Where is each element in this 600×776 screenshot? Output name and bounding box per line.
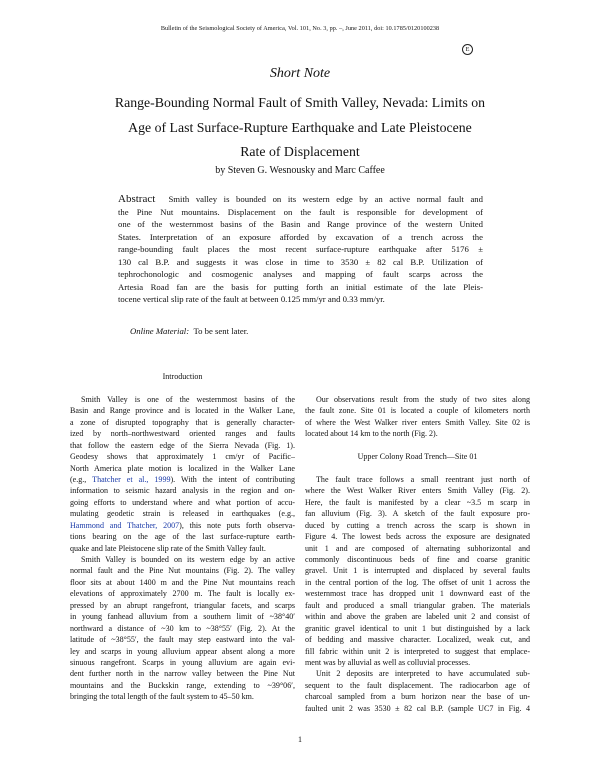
text-line: fault and produced a small triangular graben. The materials xyxy=(305,600,530,610)
text-line: going efforts to understand where and what portion of accu- xyxy=(70,497,295,507)
paper-title xyxy=(40,91,560,165)
abstract-line: Artesia Road fan are the basis for putting forth an initial estimate of the late Pleis- xyxy=(118,281,483,292)
online-material-label: Online Material: xyxy=(130,326,190,336)
text-line: Basin and Range province and is located in the Walker Lane, xyxy=(70,406,295,416)
text-line: sinuous rangefront. Scarps in young alluvium are again evi- xyxy=(70,657,295,667)
abstract-line: one of the westernmost basins of the Basin and Range province of the western United xyxy=(118,219,483,229)
text-line: the fault zone. Site 01 is located a couple of kilometers north xyxy=(305,406,530,416)
title-line: Age of Last Surface-Rupture Earthquake and Late Pleistocene xyxy=(128,119,472,135)
text-line: gravel. Unit 1 is interrupted and displaced by several faults xyxy=(305,566,530,576)
text-line: where the West Walker River enters Smith Valley (Fig. 2). xyxy=(305,486,530,496)
text-line: sequent to the fault displacement. The radiocarbon age of xyxy=(305,680,530,690)
text-line: that follow the eastern edge of the Sierra Nevada (Fig. 1). xyxy=(70,440,295,450)
citation-link[interactable]: Hammond and Thatcher, 2007 xyxy=(70,520,180,530)
abstract-line: States. Interpretation of an exposure afforded by excavation of a trench across the xyxy=(118,231,483,242)
text-line: fan alluvium (Fig. 3). A sketch of the fault exposure pro- xyxy=(305,509,530,519)
text-line: fill fabric within unit 2 is interpreted to suggest that emplace- xyxy=(305,646,530,656)
title-line: Range-Bounding Normal Fault of Smith Valley, Nevada: Limits on xyxy=(114,95,486,110)
section-heading-site-01: Upper Colony Road Trench—Site 01 xyxy=(357,452,478,462)
abstract-line: tephrochonologic and cosmogenic analyses and mapping of fault scarps across the xyxy=(118,269,483,279)
text-line: The fault trace follows a small reentrant just north of xyxy=(316,474,530,484)
text-line: ley and scarps in young alluvium appear absent along a more xyxy=(70,646,295,656)
text-line: pressed by an abrupt rangefront, triangular facets, and scarps xyxy=(70,600,295,610)
page-number: 1 xyxy=(298,735,302,744)
text-line: duced by cutting a trench across the scarp is shown in xyxy=(305,520,530,530)
text-line: commonly discontinuous beds of fine and coarse granitic xyxy=(305,555,530,564)
text-line: Figure 4. The lowest beds across the exposure are designated xyxy=(305,532,530,542)
text-line: latitude of ~38°55′, the fault may step eastward into the val- xyxy=(70,635,295,645)
abstract-label: Abstract xyxy=(118,193,156,205)
text-line: Unit 2 deposits are interpreted to have accumulated sub- xyxy=(316,669,530,679)
text-line: floor sits at about 1400 m and the Pine Nut mountains reach xyxy=(70,577,295,587)
text-line: Smith Valley is one of the westernmost basins of the xyxy=(81,394,295,404)
text-line: North America plate motion is localized in the Walker Lane xyxy=(70,463,295,473)
text-line: westernmost trace has dropped unit 1 downward east of the xyxy=(305,589,530,599)
text-line: Hammond and Thatcher, 2007), this note puts forth observa- xyxy=(70,520,295,530)
text-line: Our observations result from the study of two sites along xyxy=(316,394,530,404)
electronic-supplement-icon[interactable]: E xyxy=(462,44,473,55)
text-line: ment was by alluvial as well as colluvial processes. xyxy=(305,657,471,667)
online-material-text: To be sent later. xyxy=(193,326,249,336)
abstract-line: range-bounding fault places the most recent surface-rupture earthquake after 5176 ± xyxy=(118,244,483,254)
text-line: mulating geodetic strain is released in earthquakes (e.g., xyxy=(70,509,295,519)
text-line: faulted unit 2 was 3530 ± 82 cal B.P. (sample UC7 in Fig. 4 xyxy=(305,703,530,713)
abstract-line: 130 cal B.P. and suggests it was close in time to 3530 ± 82 cal B.P. Utilization of xyxy=(118,256,483,267)
abstract-line: Abstract Smith valley is bounded on its western edge by an active normal fault and xyxy=(118,193,483,205)
text-line: Smith Valley is bounded on its western edge by an active xyxy=(81,555,295,564)
text-line: of bedding and massive character. Localized, weak cut, and xyxy=(305,635,530,645)
author-line: by Steven G. Wesnousky and Marc Caffee xyxy=(215,165,385,176)
text-line: mountains and the Buckskin range, extending to ~39°06′, xyxy=(70,680,295,690)
note-type: Short Note xyxy=(269,66,331,81)
abstract-line: tocene vertical slip rate of the fault at between 0.125 mm/yr and 0.33 mm/yr. xyxy=(118,294,385,304)
text-line: Geodesy shows that approximately 1 cm/yr of Pacific– xyxy=(70,452,295,462)
text-line: normal fault and the Pine Nut mountains (Fig. 2). The valley xyxy=(70,566,295,576)
text-line: tions bearing on the age of the last surface-rupture earth- xyxy=(70,532,295,542)
text-line: a zone of disrupted topography that is generally character- xyxy=(70,417,295,427)
text-line: (e.g., Thatcher et al., 1999). With the intent of contributing xyxy=(70,474,295,484)
text-line: located about 14 km to the north (Fig. 2). xyxy=(305,429,438,439)
text-line: Here, the fault is manifested by a clear ~3.5 m scarp in xyxy=(305,497,530,507)
text-line: within and above the graben are labeled unit 2 and consist of xyxy=(305,612,530,622)
text-line: unit 1 and are composed of alternating subhorizontal and xyxy=(305,543,530,553)
section-heading-introduction: Introduction xyxy=(162,372,203,381)
abstract xyxy=(118,193,483,306)
right-column xyxy=(305,371,530,714)
abstract-line: the Pine Nut mountains. Displacement on the fault is responsible for development of xyxy=(118,206,483,217)
text-line: in the central portion of the log. The offset of unit 1 across the xyxy=(305,577,530,587)
text-line: charcoal sampled from a burn horizon near the base of un- xyxy=(305,692,530,702)
text-line: dent further north in the narrow valley between the Pine Nut xyxy=(70,669,295,679)
text-line: northward a distance of ~30 km to ~38°55′ (Fig. 2). At the xyxy=(70,623,295,633)
text-line: ized by north–northwestward oriented ranges and faults xyxy=(70,429,295,439)
citation-link[interactable]: Thatcher et al., 1999 xyxy=(92,474,171,484)
running-head: Bulletin of the Seismological Society of America, Vol. 101, No. 3, pp. –, June 2011, doi: 10.1785/0120100238 xyxy=(160,25,440,32)
title-line: Rate of Displacement xyxy=(240,144,360,159)
text-line: in young fanhead alluvium from a southern limit of ~38°40′ xyxy=(70,612,295,622)
text-line: elevations of approximately 2700 m. The fault is locally ex- xyxy=(70,589,295,599)
text-line: of where the West Walker river enters Smith Valley. Site 02 is xyxy=(305,417,530,427)
online-material xyxy=(130,326,248,336)
text-line: quake and late Pleistocene slip rate of the Smith Valley fault. xyxy=(70,543,266,553)
text-line: bringing the total length of the fault system to 45–50 km. xyxy=(70,692,254,702)
left-column xyxy=(70,371,295,703)
text-line: information to seismic hazard analysis in the region and on- xyxy=(70,486,295,496)
text-line: granitic gravel identical to unit 1 but distinguished by a lack xyxy=(305,623,530,633)
